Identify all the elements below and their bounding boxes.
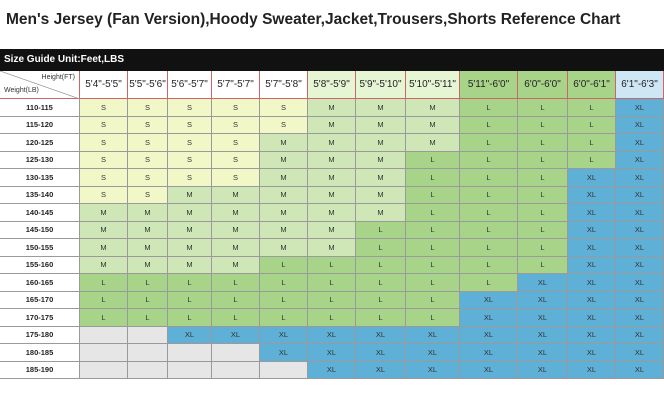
height-axis-label: Height(FT)	[41, 74, 75, 81]
size-cell: XL	[616, 292, 664, 310]
size-cell: XL	[616, 327, 664, 345]
size-cell: XL	[568, 239, 616, 257]
size-cell: XL	[616, 274, 664, 292]
size-cell: XL	[460, 327, 518, 345]
size-cell: M	[260, 169, 308, 187]
size-cell: M	[212, 222, 260, 240]
weight-label: 145-150	[0, 222, 80, 240]
size-cell: L	[128, 274, 168, 292]
size-cell: M	[308, 222, 356, 240]
height-header: 5'9"-5'10"	[356, 71, 406, 99]
size-cell: XL	[356, 362, 406, 380]
height-header: 5'11"-6'0"	[460, 71, 518, 99]
size-cell: XL	[260, 327, 308, 345]
size-cell: M	[308, 204, 356, 222]
size-cell: L	[518, 239, 568, 257]
size-cell: S	[80, 117, 128, 135]
size-cell: XL	[616, 169, 664, 187]
size-cell: XL	[518, 292, 568, 310]
size-cell: XL	[460, 362, 518, 380]
height-header: 6'0"-6'0"	[518, 71, 568, 99]
height-header: 5'8"-5'9"	[308, 71, 356, 99]
size-cell: M	[128, 239, 168, 257]
size-cell: S	[212, 169, 260, 187]
size-cell: M	[356, 187, 406, 205]
size-cell: XL	[568, 309, 616, 327]
size-cell	[80, 362, 128, 380]
size-cell: XL	[616, 187, 664, 205]
size-cell: S	[168, 99, 212, 117]
size-cell: XL	[616, 257, 664, 275]
size-cell: XL	[518, 362, 568, 380]
size-cell: XL	[460, 344, 518, 362]
size-cell: M	[168, 257, 212, 275]
size-cell: M	[212, 257, 260, 275]
weight-label: 120-125	[0, 134, 80, 152]
size-cell: S	[80, 152, 128, 170]
size-cell: M	[308, 187, 356, 205]
size-cell: M	[406, 117, 460, 135]
size-cell	[80, 327, 128, 345]
size-cell: L	[128, 309, 168, 327]
size-cell: L	[406, 187, 460, 205]
size-cell	[128, 344, 168, 362]
size-cell: L	[308, 309, 356, 327]
size-cell	[80, 344, 128, 362]
size-cell: S	[80, 187, 128, 205]
size-cell: S	[128, 134, 168, 152]
size-cell: L	[460, 187, 518, 205]
height-header: 5'10"-5'11"	[406, 71, 460, 99]
size-cell: L	[308, 257, 356, 275]
size-cell: M	[308, 169, 356, 187]
size-cell: XL	[308, 327, 356, 345]
size-cell: M	[80, 239, 128, 257]
size-cell: L	[356, 257, 406, 275]
size-cell: L	[308, 274, 356, 292]
size-cell: S	[128, 117, 168, 135]
size-cell: L	[460, 274, 518, 292]
size-cell: L	[518, 134, 568, 152]
size-cell: S	[168, 152, 212, 170]
weight-label: 170-175	[0, 309, 80, 327]
size-cell: XL	[568, 257, 616, 275]
size-cell: L	[168, 292, 212, 310]
size-cell: XL	[168, 327, 212, 345]
weight-axis-label: Weight(LB)	[4, 87, 39, 94]
size-cell: L	[460, 152, 518, 170]
height-header: 5'4"-5'5"	[80, 71, 128, 99]
size-cell: L	[212, 309, 260, 327]
height-header: 5'6"-5'7"	[168, 71, 212, 99]
size-cell: S	[168, 134, 212, 152]
height-header: 5'7"-5'8"	[260, 71, 308, 99]
size-cell: L	[518, 152, 568, 170]
size-cell: M	[128, 222, 168, 240]
size-cell: L	[128, 292, 168, 310]
size-cell: L	[212, 274, 260, 292]
height-header: 5'7"-5'7"	[212, 71, 260, 99]
size-cell: XL	[518, 309, 568, 327]
size-cell: XL	[568, 327, 616, 345]
size-cell: M	[356, 169, 406, 187]
size-cell	[212, 362, 260, 380]
size-cell: L	[518, 257, 568, 275]
size-cell: XL	[212, 327, 260, 345]
size-cell: L	[460, 222, 518, 240]
size-cell: S	[128, 99, 168, 117]
size-cell: M	[80, 257, 128, 275]
size-cell: XL	[616, 117, 664, 135]
size-cell: XL	[260, 344, 308, 362]
size-cell: M	[308, 239, 356, 257]
size-cell: M	[356, 134, 406, 152]
size-cell: L	[356, 274, 406, 292]
size-cell: S	[80, 169, 128, 187]
size-cell: M	[308, 99, 356, 117]
size-cell: L	[260, 292, 308, 310]
size-cell: XL	[406, 327, 460, 345]
size-cell: L	[460, 257, 518, 275]
size-cell: XL	[356, 344, 406, 362]
height-header: 6'1"-6'3"	[616, 71, 664, 99]
size-cell: L	[460, 204, 518, 222]
size-cell: S	[260, 117, 308, 135]
size-cell: M	[168, 239, 212, 257]
weight-label: 175-180	[0, 327, 80, 345]
weight-label: 150-155	[0, 239, 80, 257]
size-cell: XL	[518, 327, 568, 345]
size-cell: L	[406, 257, 460, 275]
size-cell: M	[260, 134, 308, 152]
size-cell: L	[406, 169, 460, 187]
size-cell: XL	[616, 362, 664, 380]
size-cell: XL	[460, 292, 518, 310]
size-cell: L	[460, 134, 518, 152]
size-cell: XL	[568, 344, 616, 362]
size-cell: L	[518, 222, 568, 240]
size-cell: L	[260, 309, 308, 327]
size-cell: XL	[616, 99, 664, 117]
size-cell: XL	[406, 344, 460, 362]
size-cell: S	[128, 152, 168, 170]
size-cell: L	[406, 152, 460, 170]
weight-label: 130-135	[0, 169, 80, 187]
size-cell: M	[212, 239, 260, 257]
size-cell: M	[308, 152, 356, 170]
size-cell: M	[128, 204, 168, 222]
size-cell: L	[518, 117, 568, 135]
size-cell: XL	[616, 222, 664, 240]
size-cell: M	[128, 257, 168, 275]
size-cell: M	[168, 187, 212, 205]
weight-label: 185-190	[0, 362, 80, 380]
weight-label: 180-185	[0, 344, 80, 362]
size-cell: M	[212, 204, 260, 222]
size-cell: S	[212, 134, 260, 152]
size-cell: XL	[568, 169, 616, 187]
size-cell: M	[260, 152, 308, 170]
size-cell: L	[406, 292, 460, 310]
size-cell	[128, 327, 168, 345]
size-cell	[212, 344, 260, 362]
weight-label: 155-160	[0, 257, 80, 275]
size-cell: XL	[616, 239, 664, 257]
size-cell: M	[80, 222, 128, 240]
weight-label: 165-170	[0, 292, 80, 310]
size-cell: XL	[568, 362, 616, 380]
size-cell: M	[308, 134, 356, 152]
size-cell: S	[128, 187, 168, 205]
size-cell: XL	[616, 204, 664, 222]
size-cell: S	[260, 99, 308, 117]
size-cell: L	[356, 309, 406, 327]
weight-label: 115-120	[0, 117, 80, 135]
size-cell: XL	[616, 344, 664, 362]
weight-label: 140-145	[0, 204, 80, 222]
size-cell: M	[168, 222, 212, 240]
size-cell: L	[260, 274, 308, 292]
size-cell: M	[168, 204, 212, 222]
size-cell: XL	[518, 274, 568, 292]
size-cell: L	[518, 204, 568, 222]
size-cell: L	[406, 309, 460, 327]
size-cell: L	[460, 99, 518, 117]
size-cell: L	[460, 169, 518, 187]
size-cell: L	[460, 117, 518, 135]
size-guide-label: Size Guide Unit:Feet,LBS	[4, 54, 125, 65]
size-cell: XL	[568, 187, 616, 205]
size-cell	[168, 362, 212, 380]
weight-label: 160-165	[0, 274, 80, 292]
size-cell: M	[356, 204, 406, 222]
size-cell: S	[80, 134, 128, 152]
size-cell: L	[80, 274, 128, 292]
size-cell: M	[356, 99, 406, 117]
size-cell: XL	[568, 274, 616, 292]
size-cell: L	[460, 239, 518, 257]
size-cell: XL	[356, 327, 406, 345]
size-cell: L	[80, 309, 128, 327]
size-cell: L	[168, 309, 212, 327]
size-cell: L	[356, 222, 406, 240]
size-cell	[128, 362, 168, 380]
size-cell: XL	[308, 362, 356, 380]
size-cell: XL	[568, 204, 616, 222]
size-cell: L	[356, 292, 406, 310]
chart-title: Men's Jersey (Fan Version),Hoody Sweater,Jacket,Trousers,Shorts Reference Chart	[6, 11, 621, 28]
size-cell: L	[568, 99, 616, 117]
size-cell: M	[212, 187, 260, 205]
size-cell: XL	[568, 292, 616, 310]
size-cell: M	[308, 117, 356, 135]
size-cell: L	[212, 292, 260, 310]
size-cell: L	[406, 239, 460, 257]
size-cell: L	[356, 239, 406, 257]
size-cell: XL	[308, 344, 356, 362]
size-cell: M	[406, 99, 460, 117]
size-cell	[260, 362, 308, 380]
weight-label: 135-140	[0, 187, 80, 205]
size-cell: XL	[518, 344, 568, 362]
size-cell: S	[168, 117, 212, 135]
size-cell: M	[260, 204, 308, 222]
size-cell: XL	[568, 222, 616, 240]
weight-label: 125-130	[0, 152, 80, 170]
size-cell	[168, 344, 212, 362]
size-cell: S	[128, 169, 168, 187]
size-cell: XL	[616, 152, 664, 170]
size-guide-bar	[0, 49, 664, 71]
size-cell: L	[518, 169, 568, 187]
size-cell: L	[406, 222, 460, 240]
size-cell: L	[260, 257, 308, 275]
size-cell: S	[212, 99, 260, 117]
height-header: 5'5"-5'6"	[128, 71, 168, 99]
size-cell: M	[80, 204, 128, 222]
height-header: 6'0"-6'1"	[568, 71, 616, 99]
size-cell: M	[356, 152, 406, 170]
size-cell: M	[260, 187, 308, 205]
size-cell: M	[406, 134, 460, 152]
size-cell: L	[406, 204, 460, 222]
size-cell: M	[356, 117, 406, 135]
size-cell: L	[568, 134, 616, 152]
size-cell: S	[212, 117, 260, 135]
size-cell: L	[168, 274, 212, 292]
size-cell: XL	[406, 362, 460, 380]
size-cell: L	[406, 274, 460, 292]
size-cell: L	[518, 99, 568, 117]
size-cell: XL	[616, 134, 664, 152]
size-cell: S	[212, 152, 260, 170]
size-cell: S	[80, 99, 128, 117]
size-cell: L	[568, 117, 616, 135]
corner-cell	[0, 71, 80, 99]
size-cell: L	[80, 292, 128, 310]
size-cell: XL	[616, 309, 664, 327]
size-cell: L	[308, 292, 356, 310]
size-cell: M	[260, 222, 308, 240]
size-cell: S	[168, 169, 212, 187]
size-cell: XL	[460, 309, 518, 327]
weight-label: 110-115	[0, 99, 80, 117]
size-cell: M	[260, 239, 308, 257]
size-cell: L	[518, 187, 568, 205]
size-cell: L	[568, 152, 616, 170]
